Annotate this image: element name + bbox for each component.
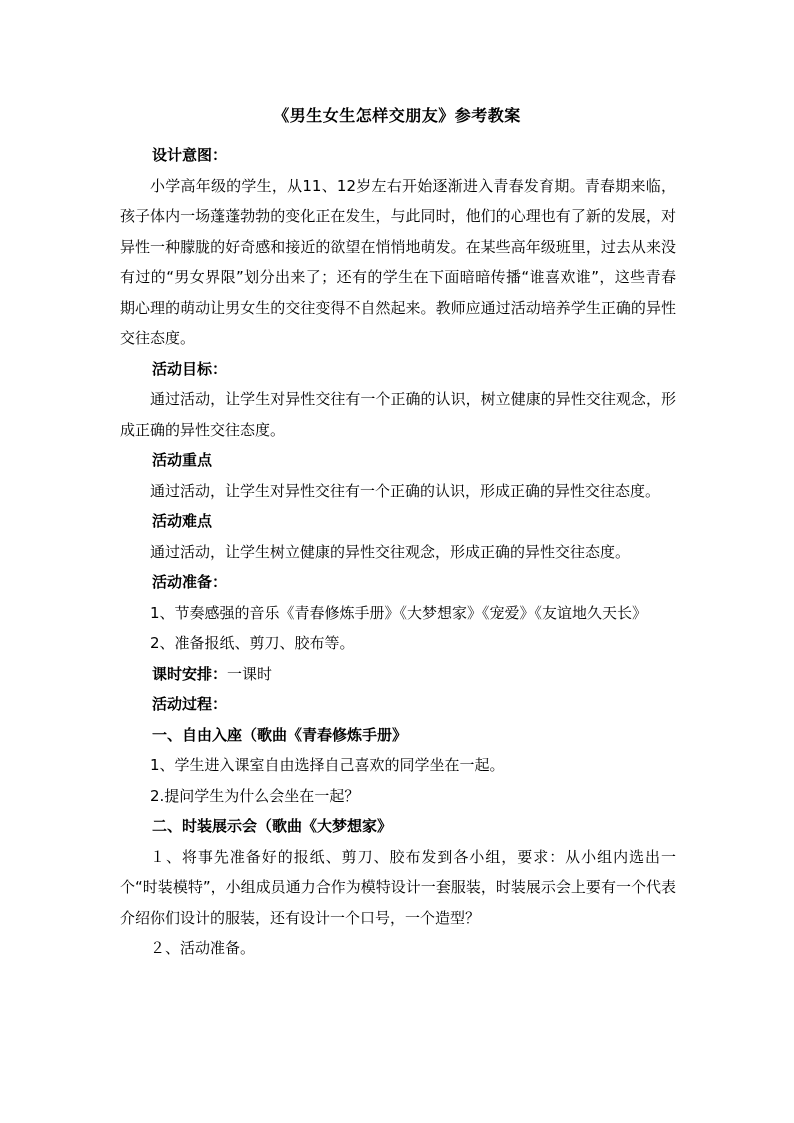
section-2-item-2: ２、活动准备。: [150, 939, 256, 957]
key-heading: 活动重点: [152, 451, 213, 469]
difficulty-heading: 活动难点: [152, 512, 213, 530]
process-heading: 活动过程：: [152, 695, 228, 713]
document-title: 《男生女生怎样交朋友》参考教案: [273, 106, 521, 125]
prep-heading: 活动准备：: [152, 573, 228, 591]
difficulty-paragraph: 通过活动，让学生树立健康的异性交往观念，形成正确的异性交往态度。: [150, 542, 631, 561]
section-2-heading: 二、时装展示会（歌曲《大梦想家》: [152, 817, 393, 835]
schedule-value: 一课时: [227, 664, 273, 683]
document-body: [120, 140, 676, 964]
section-1-item-1: 1、学生进入课室自由选择自己喜欢的同学坐在一起。: [150, 756, 505, 774]
section-2-item-1: １、将事先准备好的报纸、剪刀、胶布发到各小组，要求：从小组内选出一个“时装模特”，小组成员通力合作为模特设计一套服装，时装展示会上要有一个代表介绍你们设计的服装，还有设计一个口号，一个造型？: [120, 847, 676, 927]
prep-item-1: 1、节奏感强的音乐《青春修炼手册》《大梦想家》《宠爱》《友谊地久天长》: [150, 603, 648, 622]
section-1-item-2: 2.提问学生为什么会坐在一起？: [150, 786, 360, 805]
design-paragraph: 小学高年级的学生，从11、12岁左右开始逐渐进入青春发育期。青春期来临，孩子体内一场蓬蓬勃勃的变化正在发生，与此同时，他们的心理也有了新的发展，对异性一种朦胧的好奇感和接近的欲望在悄悄地萌发。在某些高年级班里，过去从来没有过的“男女界限”划分出来了；还有的学生在下面暗暗传播“谁喜欢谁”，这些青春期心理的萌动让男女生的交往变得不自然起来。教师应通过活动培养学生正确的异性交往态度。: [120, 176, 676, 347]
prep-item-2: 2、准备报纸、剪刀、胶布等。: [150, 634, 355, 652]
section-1-heading: 一、自由入座（歌曲《青春修炼手册》: [152, 725, 408, 744]
schedule-line: [120, 659, 676, 690]
goal-heading: 活动目标：: [152, 359, 228, 378]
goal-paragraph: 通过活动，让学生对异性交往有一个正确的认识，树立健康的异性交往观念，形成正确的异性交往态度。: [120, 390, 676, 439]
design-heading: 设计意图：: [152, 146, 228, 164]
schedule-label: 课时安排：: [152, 664, 228, 683]
key-paragraph: 通过活动，让学生对异性交往有一个正确的认识，形成正确的异性交往态度。: [150, 481, 661, 500]
